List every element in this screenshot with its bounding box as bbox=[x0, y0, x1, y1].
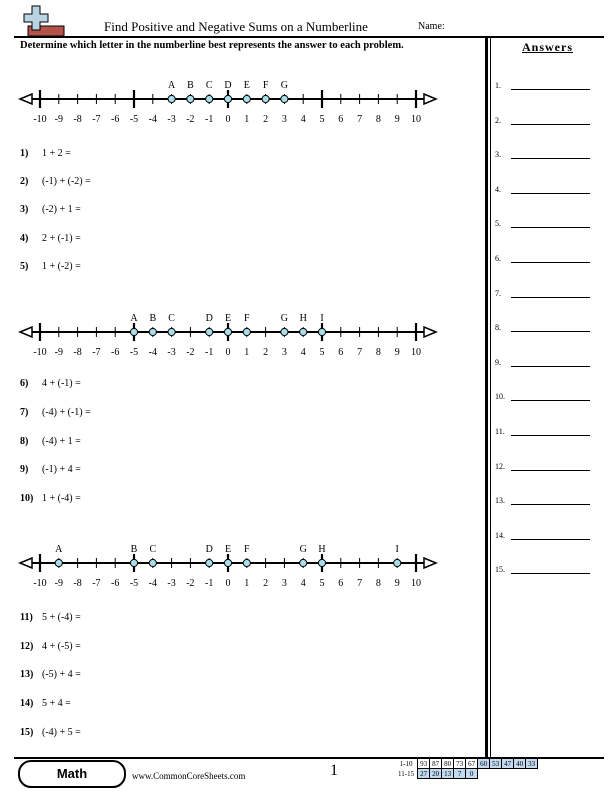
tick-label: -3 bbox=[167, 347, 176, 358]
point-marker bbox=[224, 328, 231, 335]
tick-label: 5 bbox=[319, 347, 325, 358]
tick-label: -5 bbox=[129, 578, 139, 589]
problem-expression: 1 + (-2) = bbox=[42, 261, 81, 272]
answer-row[interactable] bbox=[495, 355, 590, 369]
tick-label: -9 bbox=[54, 578, 63, 589]
tick-label: -1 bbox=[205, 114, 214, 125]
problem-11 bbox=[20, 612, 81, 623]
score-key-cell: 80 bbox=[442, 759, 454, 769]
point-letter: B bbox=[130, 544, 138, 555]
problem-4 bbox=[20, 233, 81, 244]
problem-number: 3) bbox=[20, 204, 29, 215]
answer-row[interactable] bbox=[495, 424, 590, 438]
problem-8 bbox=[20, 436, 81, 447]
point-marker bbox=[243, 559, 250, 566]
point-letter: H bbox=[299, 313, 307, 324]
tick-label: 6 bbox=[338, 347, 344, 358]
point-marker bbox=[130, 328, 137, 335]
answer-number: 13. bbox=[495, 496, 505, 506]
problem-expression: (-4) + 1 = bbox=[42, 436, 81, 447]
problem-number: 2) bbox=[20, 176, 29, 187]
point-marker bbox=[243, 95, 250, 102]
answer-row[interactable] bbox=[495, 216, 590, 230]
point-letter: C bbox=[205, 80, 213, 91]
score-key-cell: 33 bbox=[526, 759, 538, 769]
tick-label: -10 bbox=[33, 578, 47, 589]
answer-row[interactable] bbox=[495, 286, 590, 300]
left-arrow-icon bbox=[20, 94, 32, 104]
answer-blank-line[interactable] bbox=[511, 435, 590, 436]
numberline-2 bbox=[0, 305, 480, 365]
problem-expression: 1 + (-4) = bbox=[42, 493, 81, 504]
page-number: 1 bbox=[330, 762, 338, 779]
point-marker bbox=[394, 559, 401, 566]
tick-label: -7 bbox=[92, 578, 101, 589]
score-key-table bbox=[396, 758, 538, 779]
answer-row[interactable] bbox=[495, 113, 590, 127]
score-key-cell: 47 bbox=[502, 759, 514, 769]
problem-1 bbox=[20, 148, 71, 159]
point-letter: A bbox=[55, 544, 63, 555]
tick-label: 9 bbox=[394, 578, 400, 589]
tick-label: 2 bbox=[263, 347, 269, 358]
problem-15 bbox=[20, 727, 81, 738]
tick-label: 6 bbox=[338, 578, 344, 589]
point-marker bbox=[243, 328, 250, 335]
answer-number: 8. bbox=[495, 323, 501, 333]
problem-14 bbox=[20, 698, 71, 709]
point-letter: F bbox=[244, 544, 250, 555]
problem-10 bbox=[20, 493, 81, 504]
score-key-cell: 7 bbox=[454, 769, 466, 779]
tick-label: -3 bbox=[167, 578, 176, 589]
problem-expression: 4 + (-1) = bbox=[42, 378, 81, 389]
tick-label: 9 bbox=[394, 347, 400, 358]
score-key-cell: 93 bbox=[418, 759, 430, 769]
point-marker bbox=[318, 559, 325, 566]
problem-number: 6) bbox=[20, 378, 29, 389]
instructions: Determine which letter in the numberline best represents the answer to each problem. bbox=[20, 40, 404, 51]
tick-label: -6 bbox=[111, 347, 120, 358]
tick-label: 10 bbox=[411, 347, 421, 358]
score-key-cell: 20 bbox=[430, 769, 442, 779]
point-marker bbox=[318, 328, 325, 335]
point-letter: E bbox=[243, 80, 250, 91]
problem-expression: 2 + (-1) = bbox=[42, 233, 81, 244]
problem-expression: (-4) + (-1) = bbox=[42, 407, 91, 418]
answer-row[interactable] bbox=[495, 78, 590, 92]
tick-label: -6 bbox=[111, 114, 120, 125]
score-key-cell: 0 bbox=[466, 769, 478, 779]
answer-row[interactable] bbox=[495, 493, 590, 507]
problem-expression: 5 + (-4) = bbox=[42, 612, 81, 623]
name-label: Name: bbox=[418, 21, 445, 32]
answers-title: Answers bbox=[522, 40, 573, 54]
right-arrow-icon bbox=[424, 558, 436, 568]
point-marker bbox=[149, 559, 156, 566]
tick-label: 0 bbox=[225, 578, 231, 589]
tick-label: 3 bbox=[281, 347, 287, 358]
point-marker bbox=[300, 559, 307, 566]
problem-number: 10) bbox=[20, 493, 34, 504]
score-key-cell: 53 bbox=[490, 759, 502, 769]
point-letter: A bbox=[167, 80, 176, 91]
point-letter: C bbox=[149, 544, 157, 555]
problem-number: 4) bbox=[20, 233, 29, 244]
score-key-cell: 87 bbox=[430, 759, 442, 769]
problem-number: 13) bbox=[20, 669, 34, 680]
answer-column-divider bbox=[485, 36, 488, 758]
tick-label: -5 bbox=[129, 347, 139, 358]
tick-label: 4 bbox=[300, 114, 306, 125]
problem-number: 9) bbox=[20, 464, 29, 475]
score-key-label: 1-10 bbox=[399, 759, 413, 768]
answer-number: 12. bbox=[495, 461, 505, 471]
tick-label: -5 bbox=[129, 114, 139, 125]
answer-row[interactable] bbox=[495, 459, 590, 473]
point-letter: B bbox=[149, 313, 157, 324]
point-letter: C bbox=[168, 313, 175, 324]
answer-number: 10. bbox=[495, 392, 505, 402]
point-letter: B bbox=[187, 80, 194, 91]
right-arrow-icon bbox=[424, 327, 436, 337]
answer-blank-line[interactable] bbox=[511, 366, 590, 367]
problem-number: 8) bbox=[20, 436, 29, 447]
answer-row[interactable] bbox=[495, 251, 590, 265]
tick-label: 8 bbox=[375, 578, 381, 589]
point-letter: A bbox=[130, 313, 138, 324]
problem-expression: (-2) + 1 = bbox=[42, 204, 81, 215]
page-title: Find Positive and Negative Sums on a Numberline bbox=[104, 19, 368, 34]
tick-label: -8 bbox=[73, 578, 82, 589]
answer-blank-line[interactable] bbox=[511, 193, 590, 194]
tick-label: 2 bbox=[263, 578, 269, 589]
answer-number: 5. bbox=[495, 219, 501, 229]
tick-label: -2 bbox=[186, 114, 195, 125]
tick-label: 5 bbox=[319, 578, 325, 589]
left-arrow-icon bbox=[20, 558, 32, 568]
tick-label: -7 bbox=[92, 114, 101, 125]
answer-blank-line[interactable] bbox=[511, 539, 590, 540]
score-key-cell: 73 bbox=[454, 759, 466, 769]
tick-label: -4 bbox=[148, 347, 157, 358]
answer-blank-line[interactable] bbox=[511, 124, 590, 125]
problem-2 bbox=[20, 176, 91, 187]
numberline-1 bbox=[0, 72, 480, 132]
tick-label: 7 bbox=[357, 347, 363, 358]
answer-row[interactable] bbox=[495, 562, 590, 576]
tick-label: 10 bbox=[411, 114, 421, 125]
answer-blank-line[interactable] bbox=[511, 573, 590, 574]
tick-label: 6 bbox=[338, 114, 344, 125]
website-link[interactable]: www.CommonCoreSheets.com bbox=[132, 771, 246, 781]
tick-label: -1 bbox=[205, 347, 214, 358]
point-marker bbox=[187, 95, 194, 102]
answer-blank-line[interactable] bbox=[511, 262, 590, 263]
point-letter: G bbox=[299, 544, 307, 555]
tick-label: -8 bbox=[73, 114, 82, 125]
tick-label: -2 bbox=[186, 347, 195, 358]
problem-expression: (-4) + 5 = bbox=[42, 727, 81, 738]
point-marker bbox=[206, 328, 213, 335]
point-marker bbox=[206, 559, 213, 566]
answer-number: 15. bbox=[495, 565, 505, 575]
problem-9 bbox=[20, 464, 81, 475]
answer-number: 11. bbox=[495, 427, 505, 436]
problem-expression: (-5) + 4 = bbox=[42, 669, 81, 680]
tick-label: 7 bbox=[357, 578, 363, 589]
point-marker bbox=[300, 328, 307, 335]
tick-label: 8 bbox=[375, 347, 381, 358]
problem-7 bbox=[20, 407, 91, 418]
point-letter: D bbox=[205, 313, 213, 324]
problem-6 bbox=[20, 378, 81, 389]
point-marker bbox=[130, 559, 137, 566]
point-marker bbox=[206, 95, 213, 102]
problem-13 bbox=[20, 669, 81, 680]
score-key-row bbox=[396, 769, 538, 779]
score-key-cell: 67 bbox=[466, 759, 478, 769]
tick-label: 7 bbox=[357, 114, 363, 125]
numberline-3 bbox=[0, 536, 480, 596]
answer-number: 14. bbox=[495, 530, 505, 540]
tick-label: -10 bbox=[33, 347, 47, 358]
tick-label: -3 bbox=[167, 114, 176, 125]
tick-label: 1 bbox=[244, 578, 250, 589]
answer-row[interactable] bbox=[495, 147, 590, 161]
tick-label: 3 bbox=[281, 578, 287, 589]
problem-number: 1) bbox=[20, 148, 29, 159]
point-letter: E bbox=[224, 544, 232, 555]
answer-number: 2. bbox=[495, 115, 501, 125]
answer-number: 4. bbox=[495, 184, 501, 194]
problem-number: 15) bbox=[20, 727, 34, 738]
point-letter: I bbox=[320, 313, 324, 324]
answer-row[interactable] bbox=[495, 320, 590, 334]
tick-label: 10 bbox=[411, 578, 421, 589]
right-arrow-icon bbox=[424, 94, 436, 104]
point-marker bbox=[168, 328, 175, 335]
tick-label: -2 bbox=[186, 578, 195, 589]
tick-label: 0 bbox=[225, 347, 231, 358]
score-key-row bbox=[396, 759, 538, 769]
point-marker bbox=[224, 95, 231, 102]
answer-number: 6. bbox=[495, 254, 501, 263]
problem-number: 7) bbox=[20, 407, 29, 418]
answer-number: 3. bbox=[495, 150, 501, 160]
point-letter: F bbox=[262, 80, 269, 91]
tick-label: -10 bbox=[33, 114, 47, 125]
tick-label: 1 bbox=[244, 114, 250, 125]
tick-label: -7 bbox=[92, 347, 101, 358]
answer-column-divider-thin bbox=[490, 36, 491, 758]
point-letter: D bbox=[224, 80, 232, 91]
point-marker bbox=[55, 559, 62, 566]
tick-label: -9 bbox=[54, 347, 63, 358]
answer-blank-line[interactable] bbox=[511, 470, 590, 471]
problem-number: 11) bbox=[20, 612, 33, 623]
tick-label: 4 bbox=[300, 578, 306, 589]
score-key-cell: 27 bbox=[418, 769, 430, 779]
problem-expression: 5 + 4 = bbox=[42, 698, 71, 709]
answer-number: 7. bbox=[495, 288, 501, 298]
problem-12 bbox=[20, 641, 81, 652]
answer-blank-line[interactable] bbox=[511, 504, 590, 505]
point-marker bbox=[281, 328, 288, 335]
problem-expression: (-1) + 4 = bbox=[42, 464, 81, 475]
score-key-cell: 13 bbox=[442, 769, 454, 779]
tick-label: -4 bbox=[148, 114, 157, 125]
answer-row[interactable] bbox=[495, 389, 590, 403]
tick-label: -4 bbox=[148, 578, 157, 589]
problem-expression: 1 + 2 = bbox=[42, 148, 71, 159]
answer-row[interactable] bbox=[495, 182, 590, 196]
tick-label: 1 bbox=[244, 347, 250, 358]
tick-label: -6 bbox=[111, 578, 120, 589]
subject-badge: Math bbox=[18, 760, 126, 788]
problem-expression: (-1) + (-2) = bbox=[42, 176, 91, 187]
tick-label: -8 bbox=[73, 347, 82, 358]
point-marker bbox=[149, 328, 156, 335]
problem-3 bbox=[20, 204, 81, 215]
point-letter: I bbox=[395, 544, 399, 555]
tick-label: 0 bbox=[225, 114, 231, 125]
answer-number: 9. bbox=[495, 357, 501, 367]
tick-label: -9 bbox=[54, 114, 63, 125]
left-arrow-icon bbox=[20, 327, 32, 337]
point-letter: G bbox=[280, 313, 289, 324]
point-marker bbox=[168, 95, 175, 102]
point-marker bbox=[262, 95, 269, 102]
answer-blank-line[interactable] bbox=[511, 158, 590, 159]
point-letter: F bbox=[244, 313, 250, 324]
problem-number: 12) bbox=[20, 641, 34, 652]
point-letter: G bbox=[280, 80, 289, 91]
tick-label: 9 bbox=[394, 114, 400, 125]
tick-label: 8 bbox=[375, 114, 381, 125]
answer-blank-line[interactable] bbox=[511, 227, 590, 228]
tick-label: 4 bbox=[300, 347, 306, 358]
problem-number: 5) bbox=[20, 261, 29, 272]
point-marker bbox=[224, 559, 231, 566]
point-marker bbox=[281, 95, 288, 102]
problem-number: 14) bbox=[20, 698, 34, 709]
answer-blank-line[interactable] bbox=[511, 400, 590, 401]
score-key-cell: 40 bbox=[514, 759, 526, 769]
top-divider bbox=[14, 36, 604, 38]
answer-blank-line[interactable] bbox=[511, 297, 590, 298]
problem-5 bbox=[20, 261, 81, 272]
point-letter: E bbox=[224, 313, 232, 324]
point-letter: D bbox=[205, 544, 213, 555]
answer-blank-line[interactable] bbox=[511, 89, 590, 90]
tick-label: 5 bbox=[319, 114, 325, 125]
problem-expression: 4 + (-5) = bbox=[42, 641, 81, 652]
point-letter: H bbox=[318, 544, 326, 555]
score-key-label: 11-15 bbox=[398, 769, 415, 778]
answer-row[interactable] bbox=[495, 528, 590, 542]
logo-icon bbox=[18, 4, 66, 38]
tick-label: -1 bbox=[205, 578, 214, 589]
answer-blank-line[interactable] bbox=[511, 331, 590, 332]
tick-label: 3 bbox=[281, 114, 287, 125]
tick-label: 2 bbox=[263, 114, 269, 125]
score-key-cell: 60 bbox=[478, 759, 490, 769]
answer-number: 1. bbox=[495, 81, 501, 90]
